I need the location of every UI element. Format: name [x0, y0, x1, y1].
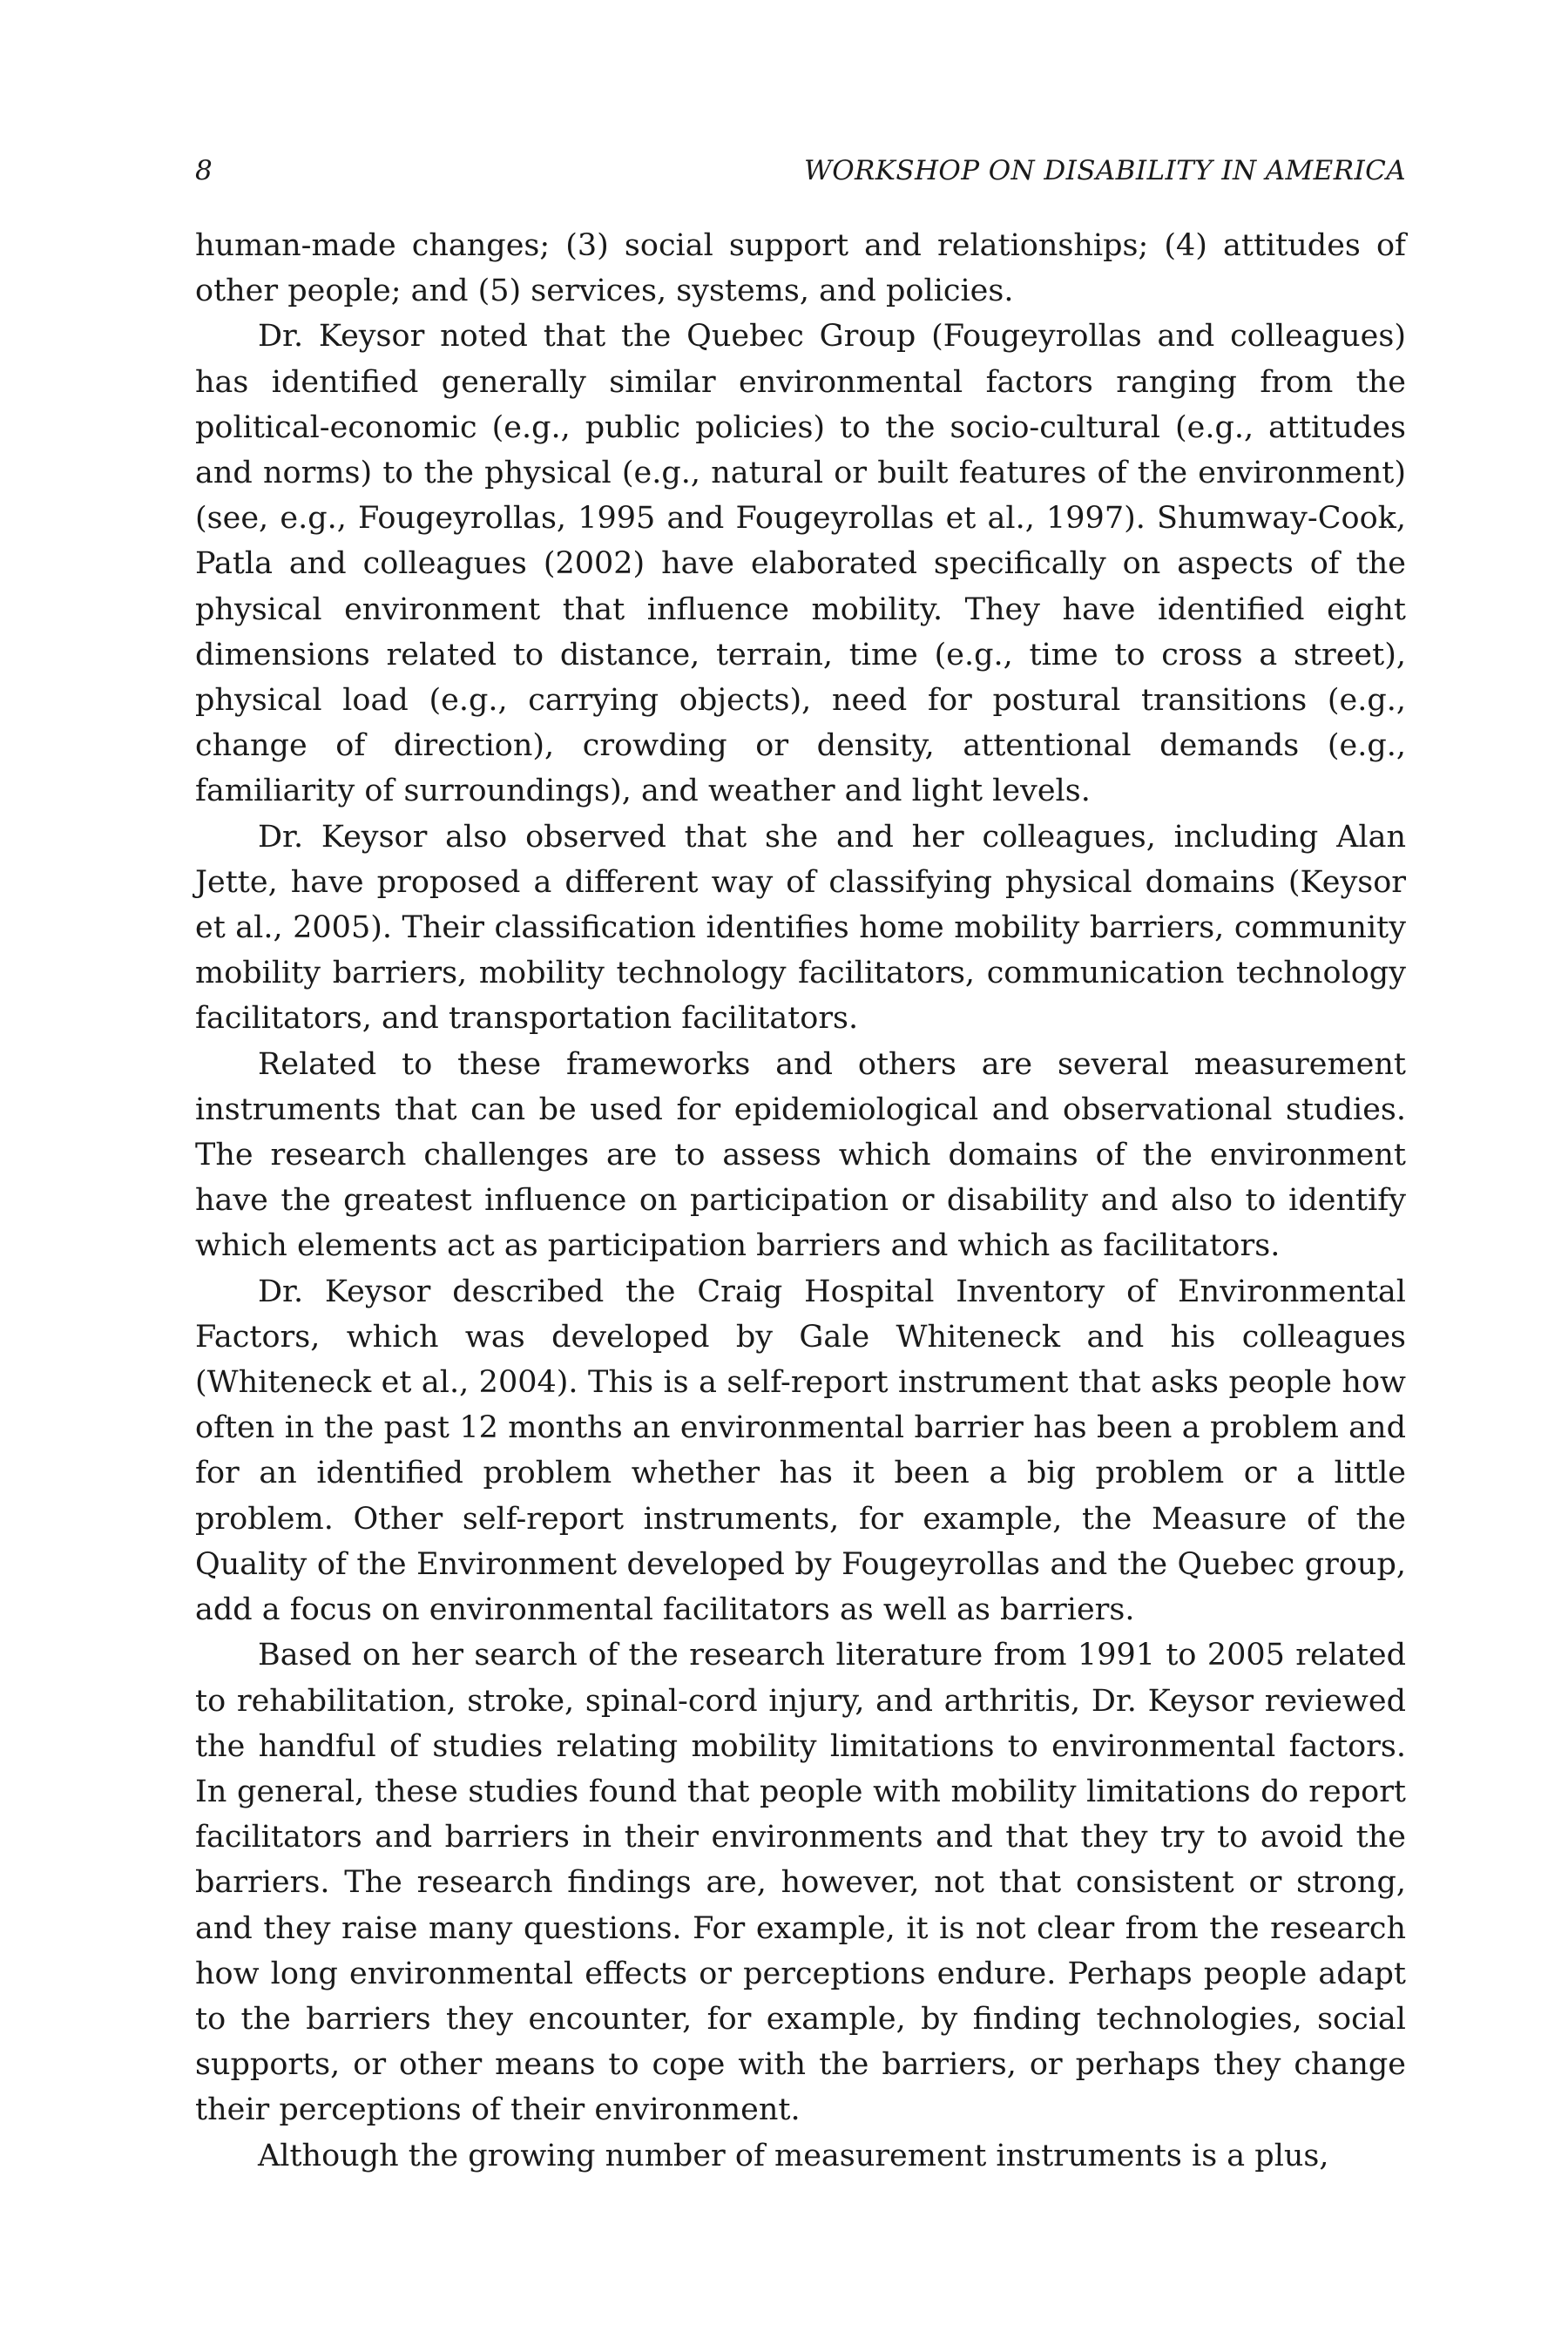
running-head [195, 150, 1406, 192]
running-title: WORKSHOP ON DISABILITY IN AMERICA [803, 155, 1406, 186]
body-text [195, 223, 1406, 2179]
paragraph: Dr. Keysor described the Craig Hospital Inventory of Environmental Factors, which was developed by Gale Whiteneck and his colleagues (Whiteneck et al., 2004). This is a self-report instrument that asks people how often in the past 12 months an environmental barrier has been a problem and for an identified problem whether has it been a big problem or a little problem. Other self-report instruments, for example, the Measure of the Quality of the Environment developed by Fougeyrollas and the Quebec group, add a focus on environmental facilitators as well as barriers. [195, 1274, 1406, 1628]
paragraph: Dr. Keysor also observed that she and her colleagues, including Alan Jette, have proposed a different way of classifying physical domains (Keysor et al., 2005). Their classification identifies home mobility barriers, community mobility barriers, mobility technology facilitators, communication technology facilitators, and transportation facilitators. [195, 819, 1406, 1037]
paragraph-continued: human-made changes; (3) social support and relationships; (4) attitudes of other people; and (5) services, systems, and policies. [195, 228, 1406, 309]
paragraph: Based on her search of the research literature from 1991 to 2005 related to rehabilitation, stroke, spinal-cord injury, and arthritis, Dr. Keysor reviewed the handful of studies relating mobility limitations to environmental factors. In general, these studies found that people with mobility limitations do report facilitators and barriers in their environments and that they try to avoid the barriers. The research findings are, however, not that consistent or strong, and they raise many questions. For example, it is not clear from the research how long environmental effects or perceptions endure. Perhaps people adapt to the barriers they encounter, for example, by finding technologies, social supports, or other means to cope with the barriers, or perhaps they change their perceptions of their environment. [195, 1638, 1406, 2128]
paragraph: Dr. Keysor noted that the Quebec Group (Fougeyrollas and colleagues) has identified generally similar environmental factors ranging from the political-economic (e.g., public policies) to the socio-cultural (e.g., attitudes and norms) to the physical (e.g., natural or built features of the environment) (see, e.g., Fougeyrollas, 1995 and Fougeyrollas et al., 1997). Shumway-Cook, Patla and colleagues (2002) have elaborated specifically on aspects of the physical environment that influence mobility. They have identified eight dimensions related to distance, terrain, time (e.g., time to cross a street), physical load (e.g., carrying objects), need for postural transitions (e.g., change of direction), crowding or density, attentional demands (e.g., familiarity of surroundings), and weather and light levels. [195, 319, 1406, 809]
paragraph: Related to these frameworks and others are several measurement instruments that can be used for epidemiological and observational studies. The research challenges are to assess which domains of the environment have the greatest influence on participation or disability and also to identify which elements act as participation barriers and which as facilitators. [195, 1046, 1406, 1264]
page-number: 8 [195, 155, 213, 186]
paragraph-continues: Although the growing number of measurement instruments is a plus, [258, 2138, 1329, 2173]
